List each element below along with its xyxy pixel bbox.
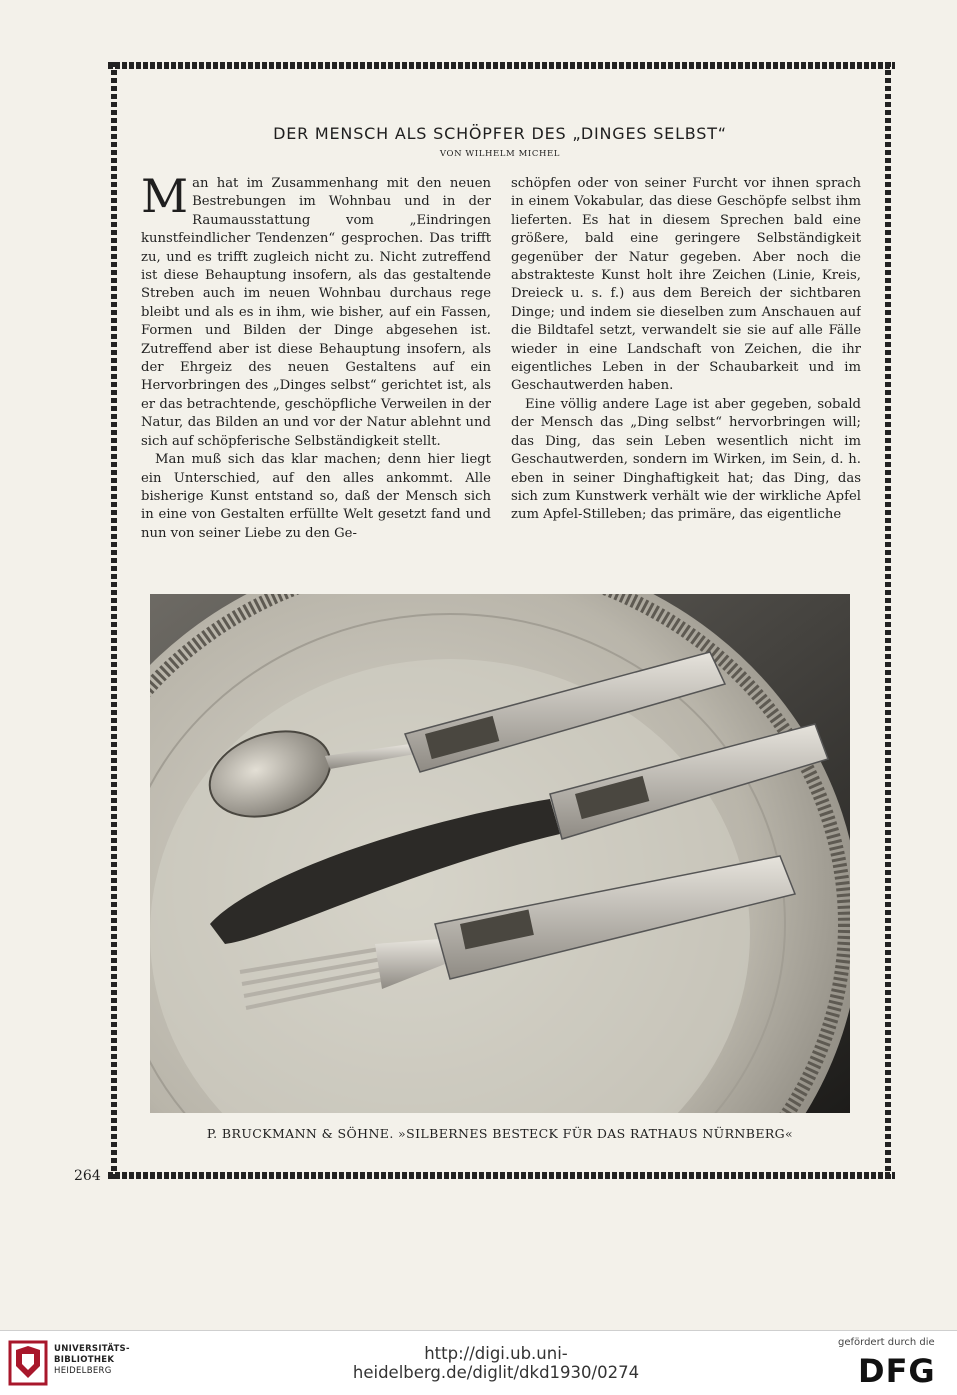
library-name-line: UNIVERSITÄTS- — [54, 1344, 130, 1354]
text-column-right — [511, 175, 861, 567]
paragraph: Man muß sich das klar machen; denn hier liegt ein Unterschied, auf den alles ankommt. Alle bisherige Kunst entstand so, daß der Mensch sich in eine von Gestalten erfüllte Welt gesetzt fand und nun von seiner Liebe zu den Ge- — [141, 452, 491, 541]
paragraph: Eine völlig andere Lage ist aber gegeben, sobald der Mensch das „Ding selbst“ hervorbringen will; das Ding, das sein Leben wesentlich nicht im Geschautwerden, sondern im Wirken, im Sein, d. h. eben in seiner Dinghaftigkeit hat; das Ding, das sich zum Kunstwerk verhält wie der wirkliche Apfel zum Apfel-Stilleben; das primäre, das eigentliche — [511, 396, 861, 523]
ornamental-border-bottom — [108, 1172, 895, 1179]
footer-divider — [0, 1330, 957, 1331]
photo-caption: P. BRUCKMANN & SÖHNE. »SILBERNES BESTECK FÜR DAS RATHAUS NÜRNBERG« — [206, 1126, 794, 1141]
paragraph — [141, 175, 491, 451]
library-name-line: BIBLIOTHEK — [54, 1355, 115, 1365]
cutlery-photograph — [150, 594, 850, 1113]
library-name — [54, 1344, 130, 1377]
permalink-url[interactable]: http://digi.ub.uni-heidelberg.de/diglit/dkd1930/0274 — [352, 1344, 640, 1382]
text-column-left — [141, 175, 491, 567]
library-name-line: HEIDELBERG — [54, 1366, 112, 1376]
article-byline: VON WILHELM MICHEL — [439, 149, 561, 159]
paragraph: schöpfen oder von seiner Furcht vor ihnen sprach in einem Vokabular, das diese Geschöpfe selbst ihm lieferten. Es hat in diesem Sprechen bald eine größere, bald eine geringere Selbständigkeit gegenüber der Natur gegeben. Aber noch die abstrakteste Kunst holt ihre Zeichen (Linie, Kreis, Dreieck u. s. f.) aus dem Bereich der sichtbaren Dinge; und indem sie dieselben zum Anschauen auf die Bildtafel setzt, verwandelt sie sie auf alle Fälle wieder in eine Landschaft von Zeichen, die ihr eigentliches Leben in der Schaubarkeit und im Geschautwerden haben. — [511, 176, 861, 394]
ornamental-border-right — [885, 62, 891, 1179]
viewer-footer — [0, 1330, 957, 1395]
drop-cap: M — [141, 175, 189, 223]
ornamental-border-top — [108, 62, 895, 69]
funding-label: gefördert durch die — [838, 1337, 935, 1348]
article-title: DER MENSCH ALS SCHÖPFER DES „DINGES SELBST“ — [273, 124, 727, 143]
dfg-logo: DFG — [858, 1352, 936, 1390]
university-library-seal-icon — [8, 1340, 48, 1386]
page-number: 264 — [74, 1168, 101, 1184]
ornamental-border-left — [111, 62, 117, 1179]
paragraph-text: an hat im Zusammenhang mit den neuen Bestrebungen im Wohnbau und in der Raumausstattung vom „Eindringen kunstfeindlicher Tendenzen“ gesprochen. Das trifft zu, und es trifft zugleich nicht zu. Nicht zutreffend ist diese Behauptung insofern, als das gestaltende Streben auch im neuen Wohnbau durchaus rege bleibt und als es in ihm, wie bisher, auf ein Fassen, Formen und Bilden der Dinge abgesehen ist. Zutreffend aber ist diese Behauptung insofern, als der Ehrgeiz des neuen Gestaltens auf ein Hervorbringen des „Dinges selbst“ gerichtet ist, als er das betrachtende, geschöpfliche Verweilen in der Natur, das Bilden an und vor der Natur ablehnt und sich auf schöpferische Selbständigkeit stellt. — [141, 176, 491, 449]
